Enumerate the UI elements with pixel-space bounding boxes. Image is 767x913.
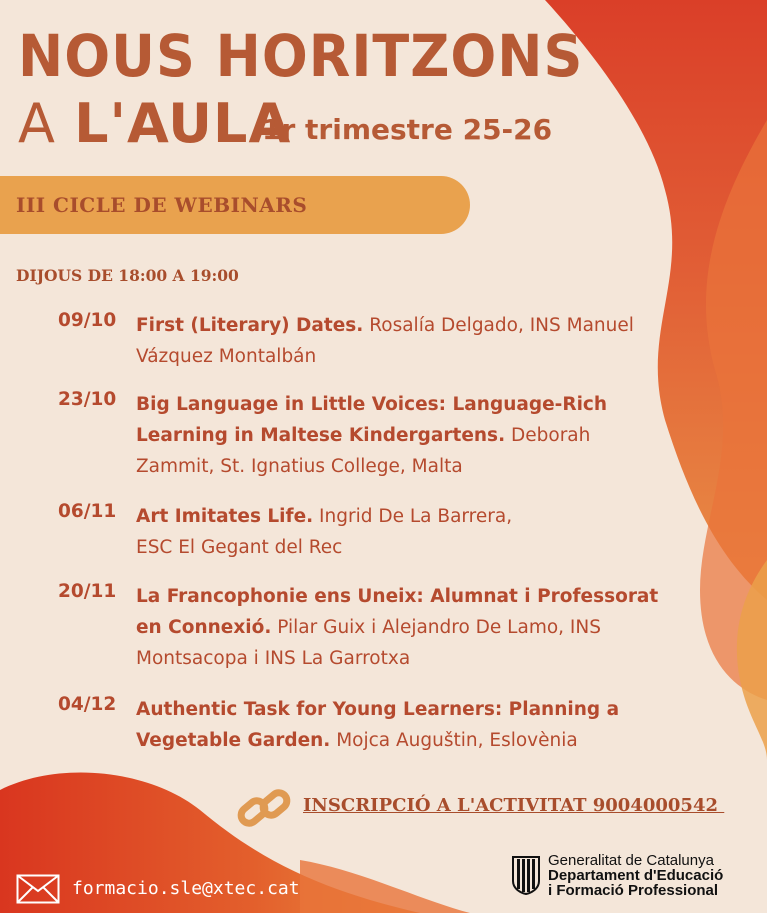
session-date: 04/12 [58,694,117,715]
page-title-line1: NOUS HORITZONS [18,22,584,91]
session-description [136,501,536,563]
gov-name: Generalitat de Catalunya [548,852,714,869]
trimester-subtitle: 1r trimestre 25-26 [262,113,553,146]
link-chain-icon[interactable] [236,784,292,832]
session-speakers: Deborah Zammit, St. Ignatius College, Malta [136,425,591,477]
contact-email[interactable]: formacio.sle@xtec.cat [72,878,300,899]
session-description [136,310,676,372]
webinar-banner-label: III CICLE DE WEBINARS [16,193,308,217]
session-date: 09/10 [58,310,117,331]
session-title: Art Imitates Life. [136,506,314,527]
session-description [136,581,681,674]
session-speakers: Mojca Auguštin, Eslovènia [336,730,578,751]
gov-department-line2: i Formació Professional [548,882,719,899]
title-word-a: A [18,92,75,155]
session-date: 20/11 [58,581,117,602]
session-title: First (Literary) Dates. [136,315,364,336]
session-speakers: Pilar Guix i Alejandro De Lamo, INS Montsacopa i INS La Garrotxa [136,617,601,669]
session-title: La Francophonie ens Uneix: Alumnat i Professorat en Connexió. [136,586,659,638]
registration-link[interactable]: INSCRIPCIÓ A L'ACTIVITAT 9004000542 [303,795,725,816]
bottom-wave-orange [300,860,470,913]
schedule-label: DIJOUS DE 18:00 A 19:00 [16,266,239,285]
session-description [136,389,636,482]
gov-department: Departament d'Educació [548,867,724,884]
session-date: 23/10 [58,389,117,410]
generalitat-text [548,853,723,898]
session-speakers: Rosalía Delgado, INS Manuel Vázquez Montalbán [136,315,634,367]
session-title: Authentic Task for Young Learners: Planning a Vegetable Garden. [136,699,620,751]
session-date: 06/11 [58,501,117,522]
session-description [136,694,646,756]
generalitat-logo-icon [511,855,541,895]
page-title-line2 [18,92,291,155]
envelope-icon [16,874,60,904]
title-word-aula: L'AULA [74,92,292,155]
session-title: Big Language in Little Voices: Language-Rich Learning in Maltese Kindergartens. [136,394,608,446]
session-speakers: Ingrid De La Barrera, ESC El Gegant del Rec [136,506,513,558]
